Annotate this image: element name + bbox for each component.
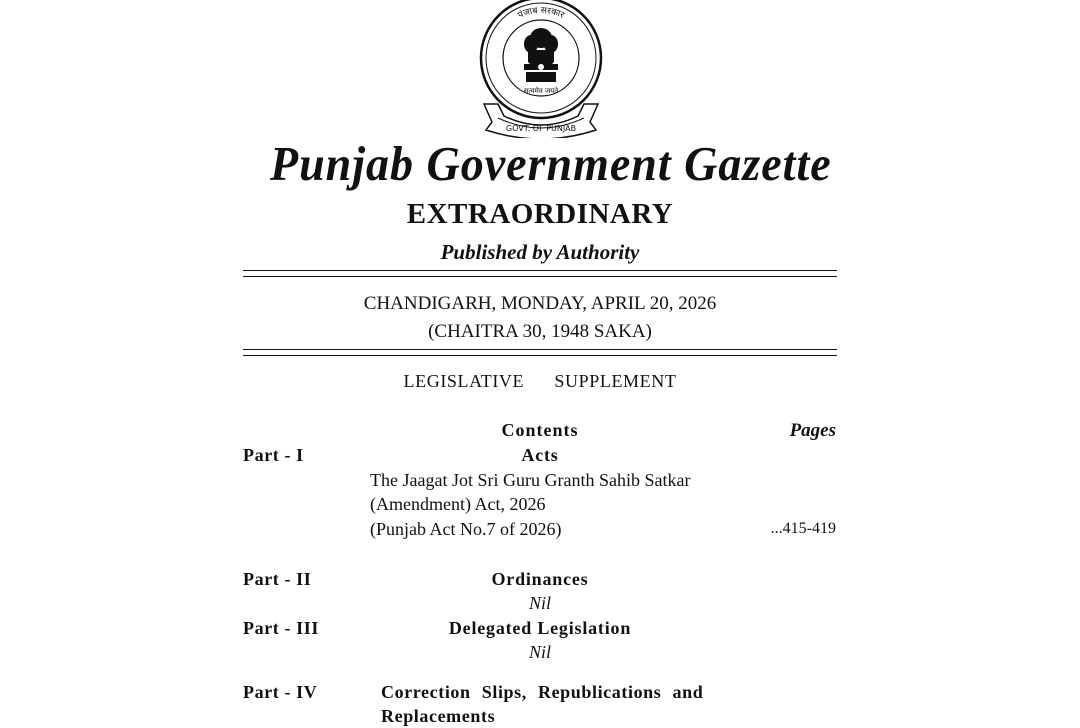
dateline (243, 290, 837, 346)
part-2-title: Ordinances (491, 569, 589, 589)
authority-line: Published by Authority (440, 240, 640, 264)
gazette-masthead-title: Punjab Government Gazette (270, 136, 832, 191)
act-page-range: ...415-419 (770, 520, 836, 537)
emblem-motto: सत्यमेव जयते (523, 87, 559, 95)
emblem-arc-text: पंजाब सरकार (516, 5, 566, 21)
emblem-icon (476, 0, 606, 138)
divider-bottom-2 (243, 355, 837, 356)
part-3-nil: Nil (528, 642, 551, 662)
divider-top-1 (243, 270, 837, 271)
dateline-saka: (CHAITRA 30, 1948 SAKA) (428, 321, 652, 342)
dateline-gregorian: CHANDIGARH, MONDAY, APRIL 20, 2026 (363, 293, 717, 314)
act-title-line-1: The Jaagat Jot Sri Guru Granth Sahib Satkar (370, 470, 691, 490)
part-1-label: Part - I (243, 445, 304, 465)
act-number: (Punjab Act No.7 of 2026) (370, 519, 562, 539)
divider-top-2 (243, 276, 837, 277)
part-4-label: Part - IV (243, 682, 318, 702)
part-3-title: Delegated Legislation (448, 618, 632, 638)
edition-label: EXTRAORDINARY (406, 198, 674, 230)
emblem-banner-text: GOVT. OF PUNJAB (505, 124, 577, 133)
part-2-label: Part - II (243, 569, 312, 589)
contents-heading: Contents (501, 420, 579, 440)
part-4-title: Correction Slips, Republications and Replacements (381, 682, 704, 726)
act-title-line-2: (Amendment) Act, 2026 (370, 494, 546, 514)
state-emblem (476, 0, 606, 138)
part-3-label: Part - III (243, 618, 319, 638)
part-2-nil: Nil (528, 593, 551, 613)
part-1-title: Acts (521, 445, 559, 465)
pages-heading: Pages (789, 420, 836, 441)
svg-text:पंजाब सरकार (516, 6, 566, 21)
divider-bottom-1 (243, 349, 837, 350)
supplement-title: LEGISLATIVE SUPPLEMENT (403, 371, 677, 391)
